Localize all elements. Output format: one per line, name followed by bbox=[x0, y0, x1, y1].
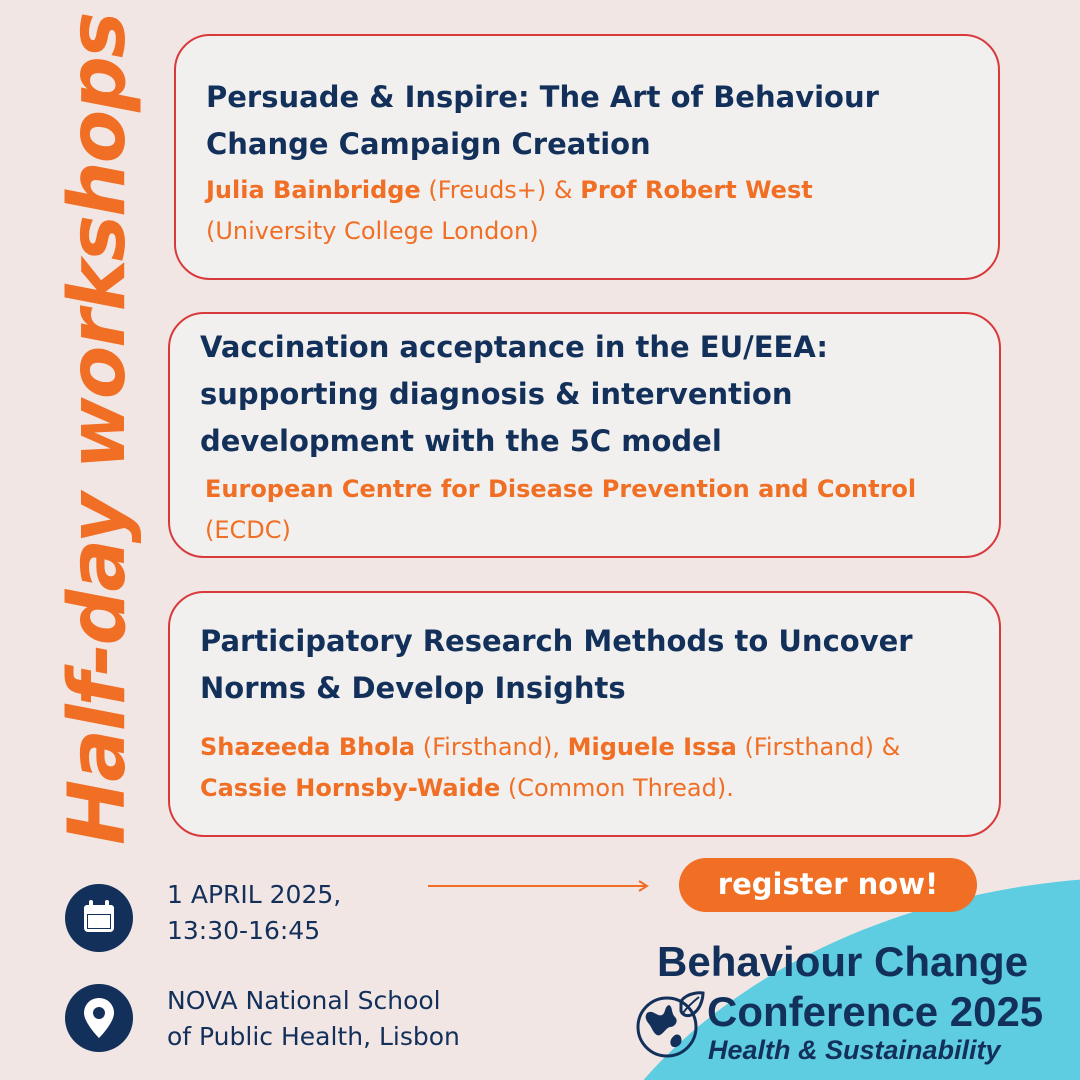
register-button[interactable]: register now! bbox=[679, 858, 977, 912]
location-pin-icon bbox=[65, 984, 133, 1052]
calendar-icon bbox=[65, 884, 133, 952]
workshop-presenters: Shazeeda Bhola (Firsthand), Miguele Issa (Firsthand) & Cassie Hornsby-Waide (Common Thread). bbox=[200, 733, 901, 802]
conference-name-line1: Behaviour Change bbox=[657, 938, 1029, 985]
workshop-card-2 bbox=[168, 312, 1001, 558]
presenter-name: Miguele Issa bbox=[567, 733, 737, 761]
presenter-name: Prof Robert West bbox=[580, 176, 813, 204]
side-title: Half-day workshops bbox=[53, 13, 143, 845]
globe-leaf-icon bbox=[631, 987, 707, 1063]
workshop-title: Participatory Research Methods to Uncover Norms & Develop Insights bbox=[200, 624, 913, 705]
event-venue: NOVA National School of Public Health, Lisbon bbox=[167, 986, 460, 1051]
workshop-presenters: Julia Bainbridge (Freuds+) & Prof Robert West (University College London) bbox=[206, 176, 813, 245]
conference-tagline: Health & Sustainability bbox=[708, 1035, 1001, 1065]
workshop-presenters: European Centre for Disease Prevention and Control (ECDC) bbox=[205, 475, 917, 544]
arrow-right-icon bbox=[428, 878, 653, 894]
conference-name-line2: Conference 2025 bbox=[707, 988, 1044, 1035]
workshop-title: Vaccination acceptance in the EU/EEA: supporting diagnosis & intervention development with the 5C model bbox=[200, 330, 828, 458]
presenter-name: Shazeeda Bhola bbox=[200, 733, 416, 761]
presenter-name: European Centre for Disease Prevention and Control bbox=[205, 475, 917, 503]
presenter-name: Julia Bainbridge bbox=[206, 176, 421, 204]
workshop-card-3 bbox=[168, 591, 1001, 837]
presenter-name: Cassie Hornsby-Waide bbox=[200, 774, 501, 802]
workshop-title: Persuade & Inspire: The Art of Behaviour Change Campaign Creation bbox=[206, 80, 879, 161]
event-date: 1 APRIL 2025, 13:30-16:45 bbox=[167, 880, 342, 945]
workshop-card-1 bbox=[174, 34, 1000, 280]
